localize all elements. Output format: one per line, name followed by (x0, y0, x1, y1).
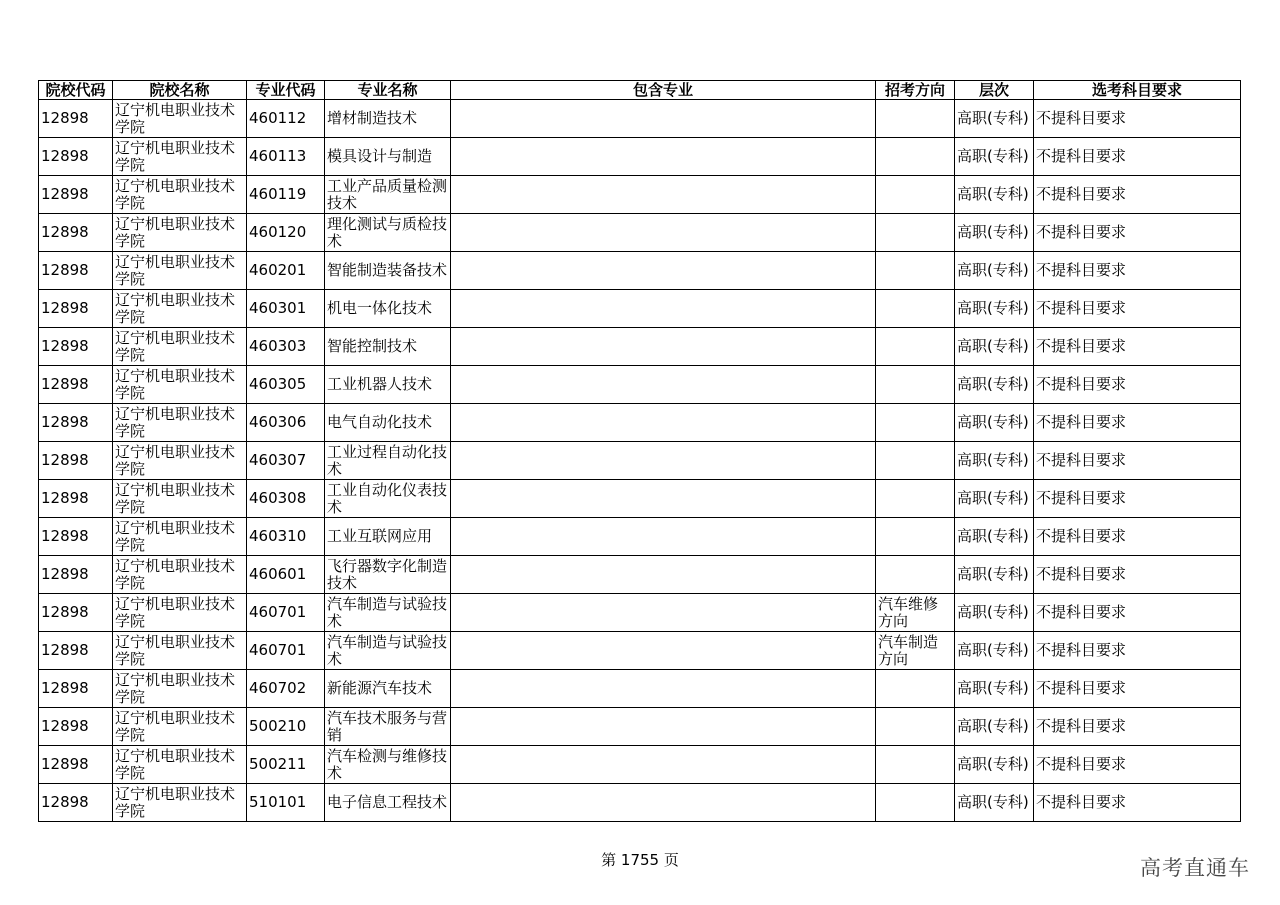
cell-major-code: 460601 (247, 556, 325, 594)
cell-direction (876, 708, 955, 746)
cell-level: 高职(专科) (955, 556, 1034, 594)
cell-school-code: 12898 (39, 594, 113, 632)
cell-level: 高职(专科) (955, 442, 1034, 480)
cell-level: 高职(专科) (955, 176, 1034, 214)
cell-major-name: 工业机器人技术 (325, 366, 451, 404)
cell-school-name: 辽宁机电职业技术学院 (113, 518, 247, 556)
cell-level: 高职(专科) (955, 404, 1034, 442)
cell-subject-requirement: 不提科目要求 (1034, 708, 1241, 746)
cell-subject-requirement: 不提科目要求 (1034, 556, 1241, 594)
admissions-table (38, 80, 1241, 822)
table-row (39, 594, 1241, 632)
cell-subject-requirement: 不提科目要求 (1034, 100, 1241, 138)
cell-school-code: 12898 (39, 100, 113, 138)
cell-school-code: 12898 (39, 328, 113, 366)
cell-school-name: 辽宁机电职业技术学院 (113, 632, 247, 670)
cell-level: 高职(专科) (955, 138, 1034, 176)
cell-direction (876, 100, 955, 138)
cell-included-majors (451, 366, 876, 404)
cell-major-code: 500211 (247, 746, 325, 784)
cell-major-code: 460305 (247, 366, 325, 404)
cell-direction (876, 290, 955, 328)
cell-included-majors (451, 670, 876, 708)
cell-included-majors (451, 746, 876, 784)
cell-included-majors (451, 594, 876, 632)
cell-school-code: 12898 (39, 138, 113, 176)
header-subject-requirement: 选考科目要求 (1034, 81, 1241, 100)
cell-school-name: 辽宁机电职业技术学院 (113, 214, 247, 252)
cell-level: 高职(专科) (955, 632, 1034, 670)
cell-major-code: 460301 (247, 290, 325, 328)
table-row (39, 100, 1241, 138)
cell-direction (876, 480, 955, 518)
table-row (39, 138, 1241, 176)
cell-direction (876, 556, 955, 594)
cell-school-name: 辽宁机电职业技术学院 (113, 138, 247, 176)
cell-school-name: 辽宁机电职业技术学院 (113, 366, 247, 404)
cell-direction (876, 442, 955, 480)
cell-school-name: 辽宁机电职业技术学院 (113, 480, 247, 518)
cell-major-name: 工业产品质量检测技术 (325, 176, 451, 214)
cell-major-name: 汽车制造与试验技术 (325, 594, 451, 632)
cell-school-code: 12898 (39, 708, 113, 746)
cell-level: 高职(专科) (955, 784, 1034, 822)
table-row (39, 556, 1241, 594)
cell-subject-requirement: 不提科目要求 (1034, 176, 1241, 214)
table-row (39, 328, 1241, 366)
cell-level: 高职(专科) (955, 366, 1034, 404)
table-row (39, 404, 1241, 442)
cell-school-name: 辽宁机电职业技术学院 (113, 176, 247, 214)
cell-major-name: 新能源汽车技术 (325, 670, 451, 708)
cell-included-majors (451, 138, 876, 176)
table-row (39, 442, 1241, 480)
cell-included-majors (451, 290, 876, 328)
page-number: 第 1755 页 (601, 851, 679, 869)
table-row (39, 214, 1241, 252)
cell-direction (876, 176, 955, 214)
cell-included-majors (451, 328, 876, 366)
cell-school-code: 12898 (39, 366, 113, 404)
cell-level: 高职(专科) (955, 518, 1034, 556)
cell-included-majors (451, 176, 876, 214)
cell-major-code: 460310 (247, 518, 325, 556)
header-school-code: 院校代码 (39, 81, 113, 100)
cell-major-name: 电子信息工程技术 (325, 784, 451, 822)
cell-subject-requirement: 不提科目要求 (1034, 366, 1241, 404)
header-major-name: 专业名称 (325, 81, 451, 100)
cell-included-majors (451, 784, 876, 822)
cell-school-name: 辽宁机电职业技术学院 (113, 442, 247, 480)
cell-school-name: 辽宁机电职业技术学院 (113, 594, 247, 632)
cell-level: 高职(专科) (955, 670, 1034, 708)
cell-major-name: 智能控制技术 (325, 328, 451, 366)
cell-school-code: 12898 (39, 632, 113, 670)
cell-subject-requirement: 不提科目要求 (1034, 404, 1241, 442)
header-major-code: 专业代码 (247, 81, 325, 100)
cell-school-name: 辽宁机电职业技术学院 (113, 784, 247, 822)
cell-school-code: 12898 (39, 290, 113, 328)
cell-school-name: 辽宁机电职业技术学院 (113, 708, 247, 746)
cell-major-code: 460701 (247, 632, 325, 670)
table-row (39, 366, 1241, 404)
cell-subject-requirement: 不提科目要求 (1034, 594, 1241, 632)
cell-major-name: 汽车技术服务与营销 (325, 708, 451, 746)
cell-school-code: 12898 (39, 480, 113, 518)
cell-direction (876, 138, 955, 176)
cell-direction (876, 670, 955, 708)
cell-subject-requirement: 不提科目要求 (1034, 252, 1241, 290)
header-included-majors: 包含专业 (451, 81, 876, 100)
cell-major-name: 工业自动化仪表技术 (325, 480, 451, 518)
cell-major-code: 460701 (247, 594, 325, 632)
cell-level: 高职(专科) (955, 480, 1034, 518)
cell-included-majors (451, 442, 876, 480)
cell-level: 高职(专科) (955, 100, 1034, 138)
cell-included-majors (451, 556, 876, 594)
cell-major-code: 460112 (247, 100, 325, 138)
cell-school-code: 12898 (39, 556, 113, 594)
table-row (39, 784, 1241, 822)
cell-subject-requirement: 不提科目要求 (1034, 214, 1241, 252)
cell-level: 高职(专科) (955, 746, 1034, 784)
header-row (39, 81, 1241, 100)
cell-level: 高职(专科) (955, 214, 1034, 252)
cell-major-name: 智能制造装备技术 (325, 252, 451, 290)
cell-school-code: 12898 (39, 442, 113, 480)
cell-direction (876, 328, 955, 366)
cell-subject-requirement: 不提科目要求 (1034, 746, 1241, 784)
table-row (39, 252, 1241, 290)
cell-major-name: 汽车检测与维修技术 (325, 746, 451, 784)
cell-subject-requirement: 不提科目要求 (1034, 442, 1241, 480)
cell-major-code: 510101 (247, 784, 325, 822)
cell-school-name: 辽宁机电职业技术学院 (113, 404, 247, 442)
cell-major-code: 460119 (247, 176, 325, 214)
cell-subject-requirement: 不提科目要求 (1034, 480, 1241, 518)
cell-school-code: 12898 (39, 518, 113, 556)
cell-level: 高职(专科) (955, 252, 1034, 290)
cell-major-name: 模具设计与制造 (325, 138, 451, 176)
cell-major-name: 飞行器数字化制造技术 (325, 556, 451, 594)
table-row (39, 632, 1241, 670)
cell-subject-requirement: 不提科目要求 (1034, 784, 1241, 822)
cell-school-code: 12898 (39, 784, 113, 822)
table-row (39, 290, 1241, 328)
cell-major-name: 工业过程自动化技术 (325, 442, 451, 480)
cell-school-code: 12898 (39, 176, 113, 214)
cell-school-name: 辽宁机电职业技术学院 (113, 252, 247, 290)
cell-school-name: 辽宁机电职业技术学院 (113, 290, 247, 328)
cell-major-code: 460308 (247, 480, 325, 518)
cell-major-name: 电气自动化技术 (325, 404, 451, 442)
cell-major-code: 460306 (247, 404, 325, 442)
cell-school-name: 辽宁机电职业技术学院 (113, 746, 247, 784)
cell-major-name: 工业互联网应用 (325, 518, 451, 556)
table-row (39, 670, 1241, 708)
table-row (39, 708, 1241, 746)
cell-included-majors (451, 518, 876, 556)
cell-major-name: 理化测试与质检技术 (325, 214, 451, 252)
cell-school-name: 辽宁机电职业技术学院 (113, 328, 247, 366)
table-row (39, 746, 1241, 784)
cell-direction (876, 784, 955, 822)
cell-direction (876, 746, 955, 784)
cell-major-name: 汽车制造与试验技术 (325, 632, 451, 670)
cell-direction (876, 252, 955, 290)
cell-direction: 汽车维修方向 (876, 594, 955, 632)
cell-subject-requirement: 不提科目要求 (1034, 290, 1241, 328)
cell-school-code: 12898 (39, 404, 113, 442)
cell-included-majors (451, 632, 876, 670)
cell-major-code: 460307 (247, 442, 325, 480)
cell-direction (876, 404, 955, 442)
cell-included-majors (451, 252, 876, 290)
table-body (39, 100, 1241, 822)
table-row (39, 176, 1241, 214)
watermark: 高考直通车 (1140, 856, 1250, 880)
cell-school-code: 12898 (39, 214, 113, 252)
cell-included-majors (451, 480, 876, 518)
cell-major-code: 500210 (247, 708, 325, 746)
table-row (39, 480, 1241, 518)
cell-major-name: 机电一体化技术 (325, 290, 451, 328)
cell-school-name: 辽宁机电职业技术学院 (113, 556, 247, 594)
cell-included-majors (451, 404, 876, 442)
cell-included-majors (451, 708, 876, 746)
cell-major-name: 增材制造技术 (325, 100, 451, 138)
cell-direction (876, 366, 955, 404)
cell-direction (876, 518, 955, 556)
cell-major-code: 460120 (247, 214, 325, 252)
cell-level: 高职(专科) (955, 328, 1034, 366)
cell-school-code: 12898 (39, 252, 113, 290)
table-row (39, 518, 1241, 556)
cell-direction: 汽车制造方向 (876, 632, 955, 670)
cell-subject-requirement: 不提科目要求 (1034, 138, 1241, 176)
header-school-name: 院校名称 (113, 81, 247, 100)
cell-school-name: 辽宁机电职业技术学院 (113, 670, 247, 708)
cell-subject-requirement: 不提科目要求 (1034, 670, 1241, 708)
cell-subject-requirement: 不提科目要求 (1034, 632, 1241, 670)
cell-school-code: 12898 (39, 746, 113, 784)
cell-major-code: 460702 (247, 670, 325, 708)
cell-direction (876, 214, 955, 252)
cell-included-majors (451, 214, 876, 252)
header-level: 层次 (955, 81, 1034, 100)
cell-school-code: 12898 (39, 670, 113, 708)
cell-major-code: 460201 (247, 252, 325, 290)
cell-major-code: 460113 (247, 138, 325, 176)
cell-level: 高职(专科) (955, 708, 1034, 746)
cell-subject-requirement: 不提科目要求 (1034, 328, 1241, 366)
cell-school-name: 辽宁机电职业技术学院 (113, 100, 247, 138)
cell-included-majors (451, 100, 876, 138)
cell-subject-requirement: 不提科目要求 (1034, 518, 1241, 556)
header-direction: 招考方向 (876, 81, 955, 100)
cell-major-code: 460303 (247, 328, 325, 366)
cell-level: 高职(专科) (955, 594, 1034, 632)
cell-level: 高职(专科) (955, 290, 1034, 328)
